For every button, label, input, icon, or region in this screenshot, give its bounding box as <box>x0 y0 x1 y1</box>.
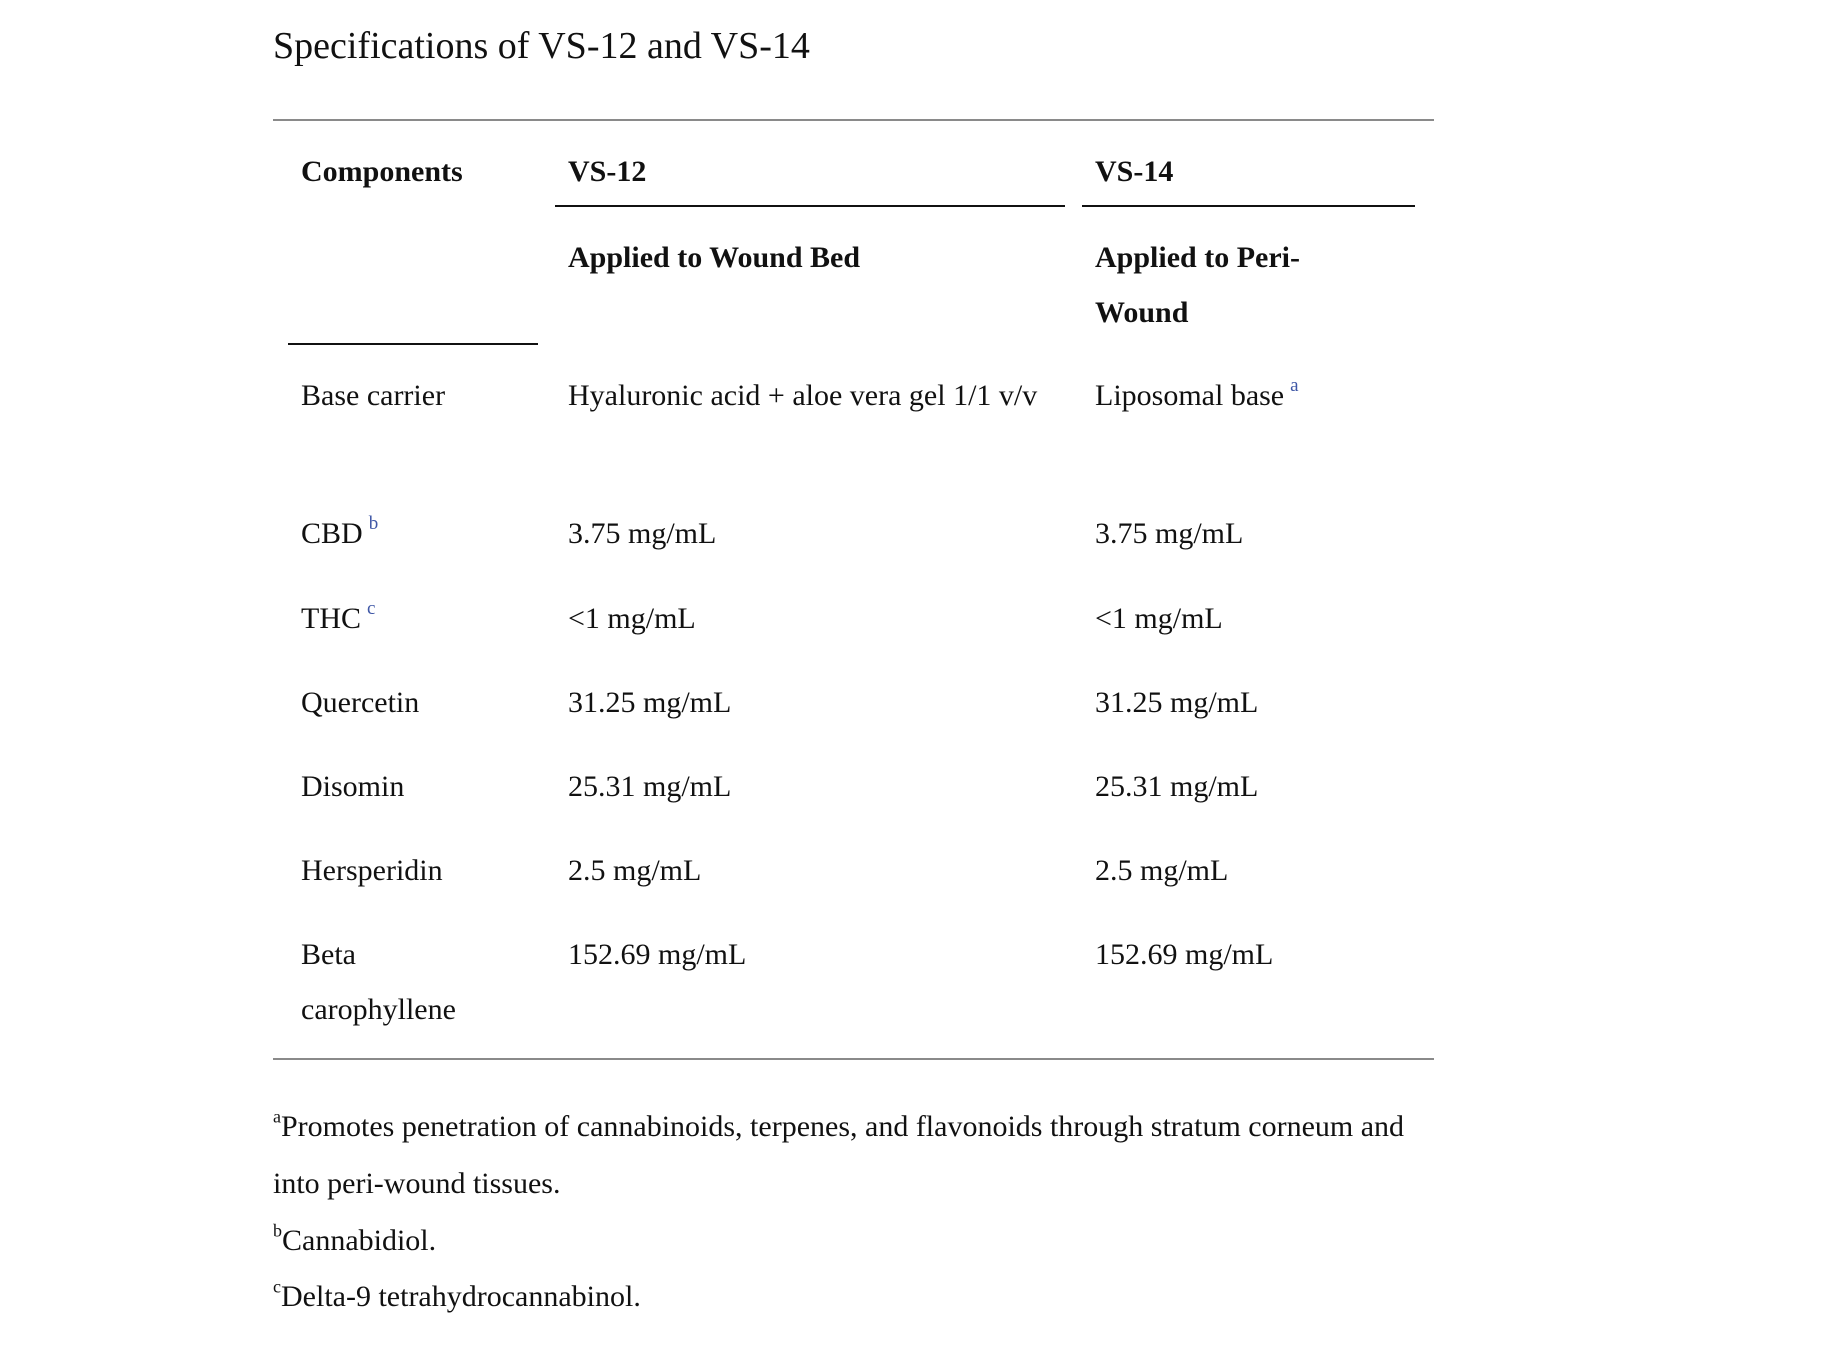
row-component: Beta carophyllene <box>301 938 456 1026</box>
header-vs12: VS-12 <box>568 155 647 188</box>
row-vs14-text: Liposomal base <box>1095 379 1285 412</box>
row-component: Quercetin <box>301 686 420 719</box>
row-component: Hersperidin <box>301 854 443 887</box>
vs14-header-rule <box>1082 205 1415 207</box>
footnote-ref-a: a <box>1290 374 1299 396</box>
row-vs12-value: 3.75 mg/mL <box>568 517 717 550</box>
footnote-text: Promotes penetration of cannabinoids, terpenes, and flavonoids through stratum corneum and into peri-wound tissues. <box>273 1110 1405 1200</box>
row-component <box>301 591 375 646</box>
row-vs14-value: 3.75 mg/mL <box>1095 517 1244 550</box>
footnote-text: Delta-9 tetrahydrocannabinol. <box>281 1280 641 1313</box>
table-caption: Specifications of VS-12 and VS-14 <box>273 25 810 67</box>
footnote-mark: c <box>273 1276 281 1297</box>
row-vs14-value: 31.25 mg/mL <box>1095 686 1259 719</box>
row-vs14-value: 152.69 mg/mL <box>1095 938 1274 971</box>
footnote-b <box>273 1212 436 1269</box>
footnote-ref-c: c <box>367 597 376 619</box>
row-vs12-value: 2.5 mg/mL <box>568 854 702 887</box>
row-vs12-value: 31.25 mg/mL <box>568 686 732 719</box>
row-vs12-value: 25.31 mg/mL <box>568 770 732 803</box>
table-top-rule <box>273 119 1434 121</box>
row-vs14-value: <1 mg/mL <box>1095 602 1223 635</box>
row-component-text: CBD <box>301 517 363 550</box>
row-vs12-value: Hyaluronic acid + aloe vera gel 1/1 v/v <box>568 379 1038 412</box>
table-bottom-rule <box>273 1058 1434 1060</box>
footnote-c <box>273 1268 641 1325</box>
row-component: Base carrier <box>301 379 446 412</box>
footnote-ref-b: b <box>368 512 379 534</box>
subheader-vs12: Applied to Wound Bed <box>568 241 861 274</box>
footnote-a <box>273 1098 1433 1212</box>
components-header-rule <box>288 343 538 345</box>
row-vs12-value: <1 mg/mL <box>568 602 696 635</box>
row-vs14-value: 25.31 mg/mL <box>1095 770 1259 803</box>
row-component-text: THC <box>301 602 361 635</box>
row-vs12-value: 152.69 mg/mL <box>568 938 747 971</box>
row-vs14-value <box>1095 368 1425 423</box>
header-vs14: VS-14 <box>1095 155 1174 188</box>
footnote-mark: b <box>273 1220 282 1241</box>
row-vs14-value: 2.5 mg/mL <box>1095 854 1229 887</box>
subheader-vs14: Applied to Peri-Wound <box>1095 241 1300 329</box>
row-component <box>301 506 378 561</box>
footnote-text: Cannabidiol. <box>282 1224 437 1257</box>
vs12-header-rule <box>555 205 1065 207</box>
row-component: Disomin <box>301 770 405 803</box>
header-components: Components <box>301 155 463 188</box>
footnote-mark: a <box>273 1106 281 1127</box>
